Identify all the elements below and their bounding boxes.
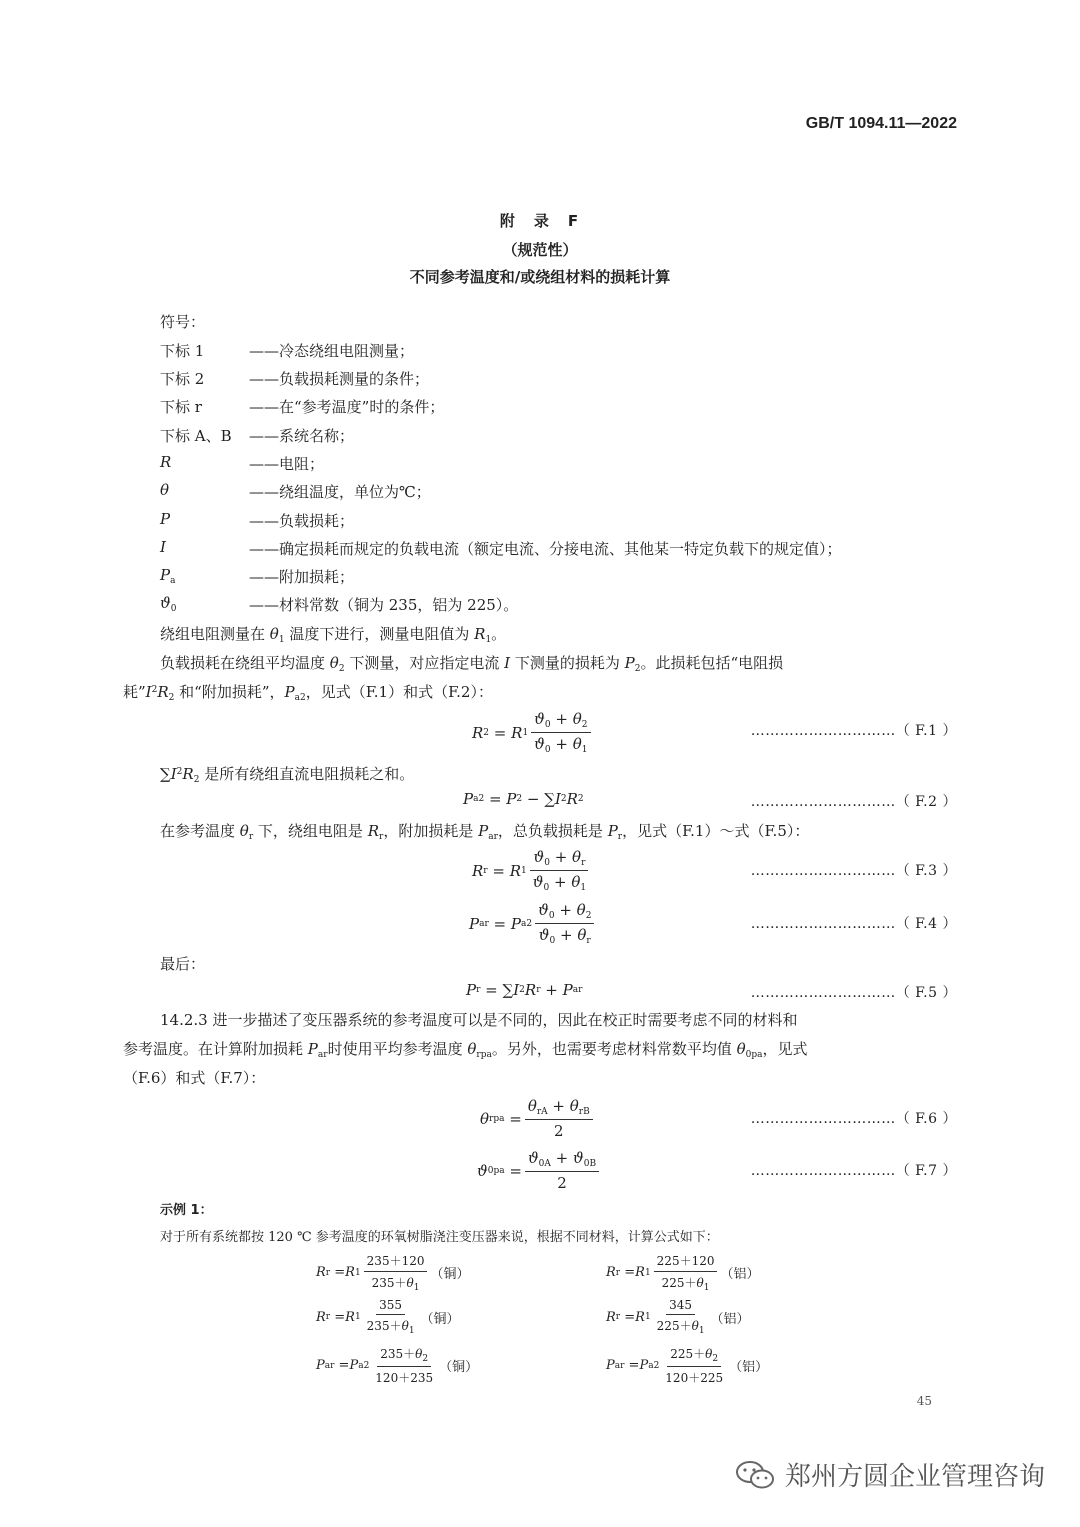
symbol-desc: ——负载损耗； (249, 512, 355, 530)
symbol-item: θ (160, 481, 170, 499)
example-title: 示例 1： (160, 1203, 213, 1218)
symbol-item: P (160, 510, 171, 528)
symbol-item: 下标 A、B (160, 427, 232, 445)
page-number: 45 (916, 1394, 932, 1408)
symbols-heading: 符号： (160, 313, 206, 331)
symbol-desc: ——材料常数（铜为 235，铝为 225）。 (249, 596, 519, 614)
paragraph: （F.6）和式（F.7）： (123, 1069, 266, 1087)
paragraph: 参考温度。在计算附加损耗 $P_{ar}$时使用平均参考温度 $\theta_{rpa}$。另外，也需要考虑材料常数平均值 $\theta_{0pa}$，见式 (123, 1040, 808, 1060)
equation-f3: R r = R 1 $\frac{ϑ_0 + \theta_r}{ϑ_0 + \theta_1}$ (472, 848, 592, 893)
equation-f6: θ rpa = $\frac{\theta_{rA} + \theta_{rB}}{2}$ (480, 1097, 596, 1140)
symbol-item: R (160, 453, 172, 471)
symbol-desc: ——在“参考温度”时的条件； (249, 398, 445, 416)
equation-f4: P ar = P a2 $\frac{ϑ_0 + \theta_2}{ϑ_0 + \theta_r}$ (469, 901, 597, 946)
equation-number: …………………………（ F.5 ） (750, 985, 957, 1001)
equation-number: …………………………（ F.2 ） (750, 794, 957, 810)
symbol-desc: ——附加损耗； (249, 568, 355, 586)
paragraph: 最后： (160, 955, 206, 973)
symbol-item: $ϑ_0$ (160, 594, 177, 614)
symbol-desc: ——绕组温度，单位为℃； (249, 483, 431, 501)
symbol-item: 下标 1 (160, 342, 205, 360)
example-intro: 对于所有系统都按 120 ℃ 参考温度的环氧树脂浇注变压器来说，根据不同材料，计算公式如下： (160, 1230, 719, 1245)
annex-main-title: 不同参考温度和/或绕组材料的损耗计算 (409, 268, 671, 286)
watermark (735, 1456, 1045, 1493)
symbol-item: I (160, 538, 166, 556)
paragraph: $\sum I^2R_2$ 是所有绕组直流电阻损耗之和。 (160, 765, 415, 785)
equation-f1: R 2 = R 1 $\frac{ϑ_0 + \theta_2}{ϑ_0 + \theta_1}$ (472, 710, 594, 755)
symbol-desc: ——负载损耗测量的条件； (249, 370, 430, 388)
example-formula-aluminum: R r = R 1 $\frac{345}{225+\theta_1}$ （铝） (606, 1298, 750, 1336)
annex-title: 附 录 F (499, 212, 581, 230)
paragraph: 耗$”I^2R_2$ 和“附加损耗”，$P_{a2}$，见式（F.1）和式（F.2）： (123, 683, 493, 703)
watermark-text: 郑州方圆企业管理咨询 (784, 1462, 1045, 1492)
equation-f5: P r = ∑ I 2 R r + P ar (466, 981, 583, 999)
annex-nature: （规范性） (502, 241, 578, 259)
equation-number: …………………………（ F.6 ） (750, 1111, 957, 1127)
paragraph: 在参考温度 $\theta_r$ 下，绕组电阻是 $R_r$，附加损耗是 $P_{ar}$，总负载损耗是 $P_r$，见式（F.1）～式（F.5）： (160, 822, 810, 842)
example-formula-copper: R r = R 1 $\frac{355}{235+\theta_1}$ （铜） (316, 1298, 460, 1336)
paragraph: 14.2.3 进一步描述了变压器系统的参考温度可以是不同的，因此在校正时需要考虑不同的材料和 (160, 1011, 798, 1029)
example-formula-aluminum: R r = R 1 $\frac{225+120}{225+\theta_1}$ （铝） (606, 1254, 760, 1293)
equation-f7: ϑ 0pa = $\frac{ϑ_{0A} + ϑ_{0B}}{2}$ (477, 1149, 602, 1192)
symbol-desc: ——系统名称； (249, 427, 355, 445)
equation-number: …………………………（ F.1 ） (750, 723, 957, 739)
symbol-item: 下标 r (160, 398, 202, 416)
standard-number: GB/T 1094.11—2022 (805, 115, 957, 132)
example-formula-aluminum: P ar = P a2 $\frac{225+\theta_2}{120+225}$ （铝） (606, 1347, 769, 1385)
symbol-item: 下标 2 (160, 370, 205, 388)
paragraph: 负载损耗在绕组平均温度 $\theta_2$ 下测量，对应指定电流 I 下测量的损耗为 $P_2$。此损耗包括“电阻损 (160, 654, 784, 674)
symbol-desc: ——电阻； (249, 455, 325, 473)
paragraph: 绕组电阻测量在 $\theta_1$ 温度下进行，测量电阻值为 $R_1$。 (160, 625, 507, 645)
equation-number: …………………………（ F.7 ） (750, 1163, 957, 1179)
wechat-icon (735, 1460, 775, 1490)
example-formula-copper: P ar = P a2 $\frac{235+\theta_2}{120+235}$ （铜） (316, 1347, 479, 1385)
equation-f2: P a2 = P 2 − ∑ I 2 R 2 (463, 790, 584, 808)
symbol-item: $P_a$ (160, 566, 176, 586)
example-formula-copper: R r = R 1 $\frac{235+120}{235+\theta_1}$ （铜） (316, 1254, 470, 1293)
equation-number: …………………………（ F.3 ） (750, 863, 957, 879)
symbol-desc: ——冷态绕组电阻测量； (249, 342, 415, 360)
equation-number: …………………………（ F.4 ） (750, 916, 957, 932)
symbol-desc: ——确定损耗而规定的负载电流（额定电流、分接电流、其他某一特定负载下的规定值）； (249, 540, 842, 558)
